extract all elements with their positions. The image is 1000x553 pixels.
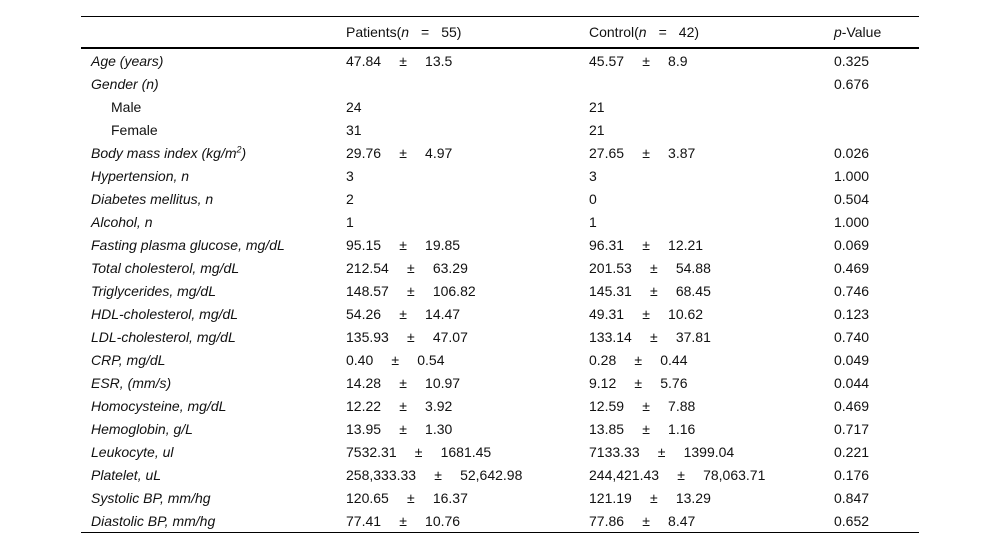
table-row [81,302,919,325]
row-label-text: Homocysteine, mg/dL [91,397,227,414]
control-cell [589,302,834,325]
patients-cell-plusminus: ± [399,305,407,322]
table-row [81,371,919,394]
row-label [81,164,346,187]
control-cell [589,463,834,486]
patients-cell [346,325,589,348]
row-label [81,463,346,486]
table-row [81,394,919,417]
control-cell-mean: 0.28 [589,351,617,368]
control-cell [589,325,834,348]
control-cell-plusminus: ± [649,489,658,506]
table-row [81,95,919,118]
patients-cell-sd: 1681.45 [440,443,492,460]
control-cell-plusminus: ± [642,397,650,414]
patients-cell-plusminus: ± [406,282,415,299]
patients-cell-sd: 16.37 [432,489,468,506]
pvalue-cell: 0.504 [834,190,870,207]
patients-cell [346,210,589,233]
control-cell [589,141,834,164]
patients-cell-plusminus: ± [399,374,407,391]
control-cell-mean: 96.31 [589,236,625,253]
patients-cell [346,95,589,118]
row-label-text: Total cholesterol, mg/dL [91,259,240,276]
header-control-prefix: Control( [589,24,639,40]
control-cell-sd: 1.16 [668,420,696,437]
control-cell-sd: 1399.04 [683,443,735,460]
control-cell-plusminus: ± [642,52,650,69]
patients-cell [346,141,589,164]
table-row [81,72,919,95]
control-cell [589,440,834,463]
row-label [81,279,346,302]
table-body [81,48,919,533]
pvalue-cell: 0.847 [834,489,870,506]
row-label-text: Hypertension, n [91,167,190,184]
control-cell-plusminus: ± [634,374,643,391]
patients-cell-mean: 24 [346,98,362,115]
patients-cell-mean: 95.15 [346,236,382,253]
row-label [81,95,346,118]
pvalue-cell: 0.026 [834,144,870,161]
patients-cell [346,417,589,440]
row-label [81,417,346,440]
patients-cell-plusminus: ± [406,489,415,506]
patients-cell-mean: 29.76 [346,144,382,161]
control-cell-mean: 21 [589,121,605,138]
patients-cell-plusminus: ± [399,236,407,253]
patients-cell [346,371,589,394]
row-label [81,394,346,417]
table-row [81,118,919,141]
control-cell-mean: 145.31 [589,282,632,299]
data-table [81,16,919,533]
control-cell-sd: 12.21 [668,236,704,253]
control-cell [589,118,834,141]
patients-cell-sd: 13.5 [425,52,453,69]
patients-cell-sd: 10.76 [425,512,461,529]
patients-cell-plusminus: ± [414,443,423,460]
control-cell-sd: 10.62 [668,305,704,322]
patients-cell [346,48,589,72]
header-patients-n: n [401,24,410,40]
patients-cell-sd: 47.07 [432,328,468,345]
row-label-tail: ) [241,144,247,161]
control-cell-sd: 78,063.71 [703,466,766,483]
control-cell-sd: 54.88 [675,259,711,276]
patients-cell-mean: 148.57 [346,282,389,299]
header-variable [81,17,346,49]
patients-cell-sd: 52,642.98 [460,466,523,483]
control-cell [589,256,834,279]
header-pvalue-p: p [834,24,842,40]
pvalue-cell: 0.044 [834,374,870,391]
row-label [81,486,346,509]
patients-cell-plusminus: ± [399,144,407,161]
row-label-text: Male [111,98,142,115]
control-cell [589,48,834,72]
row-label [81,440,346,463]
control-cell-plusminus: ± [634,351,643,368]
patients-cell [346,394,589,417]
control-cell-plusminus: ± [649,282,658,299]
control-cell-sd: 8.9 [668,52,688,69]
control-cell [589,394,834,417]
control-cell-plusminus: ± [642,236,650,253]
patients-cell-plusminus: ± [399,52,407,69]
control-cell-mean: 7133.33 [589,443,640,460]
row-label-text: ESR, (mm/s) [91,374,172,391]
control-cell [589,371,834,394]
patients-cell [346,440,589,463]
header-control-n: n [638,24,647,40]
control-cell-sd: 13.29 [675,489,711,506]
patients-cell-sd: 19.85 [425,236,461,253]
patients-cell [346,509,589,533]
pvalue-cell: 0.717 [834,420,870,437]
control-cell [589,72,834,95]
control-cell-mean: 77.86 [589,512,625,529]
control-cell-mean: 133.14 [589,328,632,345]
row-label-text: Diabetes mellitus, n [91,190,214,207]
row-label-text: LDL-cholesterol, mg/dL [91,328,236,345]
table-row [81,187,919,210]
table-row [81,486,919,509]
pvalue-cell: 0.069 [834,236,870,253]
patients-cell-sd: 10.97 [425,374,461,391]
pvalue-cell: 1.000 [834,213,870,230]
table-row [81,48,919,72]
table-row [81,164,919,187]
patients-cell-sd: 106.82 [432,282,476,299]
control-cell-sd: 37.81 [675,328,711,345]
row-label-text: Gender (n) [91,75,159,92]
row-label [81,325,346,348]
control-cell-mean: 27.65 [589,144,625,161]
table-row [81,348,919,371]
pvalue-cell: 1.000 [834,167,870,184]
row-label [81,187,346,210]
control-cell-mean: 1 [589,213,597,230]
control-cell [589,486,834,509]
patients-cell-mean: 7532.31 [346,443,397,460]
table-container [81,16,919,533]
control-cell-mean: 49.31 [589,305,625,322]
pvalue-cell: 0.049 [834,351,870,368]
patients-cell-plusminus: ± [434,466,442,483]
control-cell-sd: 5.76 [660,374,688,391]
patients-cell-mean: 47.84 [346,52,382,69]
row-label [81,48,346,72]
header-pvalue [834,17,919,49]
patients-cell-plusminus: ± [399,397,407,414]
row-label [81,348,346,371]
row-label [81,509,346,533]
table-row [81,325,919,348]
patients-cell-mean: 0.40 [346,351,374,368]
control-cell-mean: 3 [589,167,597,184]
row-label-text: CRP, mg/dL [91,351,166,368]
header-pvalue-rest: -Value [841,24,882,40]
control-cell-mean: 244,421.43 [589,466,660,483]
control-cell-mean: 201.53 [589,259,632,276]
control-cell-mean: 0 [589,190,597,207]
row-label-text: HDL-cholesterol, mg/dL [91,305,239,322]
pvalue-cell: 0.469 [834,259,870,276]
table-row [81,233,919,256]
row-label-text: Diastolic BP, mm/hg [91,512,216,529]
patients-cell-mean: 1 [346,213,354,230]
patients-cell-sd: 63.29 [432,259,468,276]
table-row [81,210,919,233]
row-label-text: Platelet, uL [91,466,162,483]
patients-cell [346,348,589,371]
patients-cell-sd: 1.30 [425,420,453,437]
patients-cell-mean: 3 [346,167,354,184]
row-label-text: Fasting plasma glucose, mg/dL [91,236,285,253]
table-row [81,141,919,164]
row-label [81,371,346,394]
pvalue-cell: 0.325 [834,52,870,69]
row-label [81,302,346,325]
patients-cell [346,302,589,325]
row-label-text: Systolic BP, mm/hg [91,489,211,506]
patients-cell-plusminus: ± [399,420,407,437]
table-row [81,256,919,279]
row-label [81,233,346,256]
row-label-superscript: 2 [236,143,242,154]
row-label-text: Leukocyte, ul [91,443,174,460]
patients-cell-mean: 258,333.33 [346,466,417,483]
control-cell [589,210,834,233]
pvalue-cell: 0.469 [834,397,870,414]
control-cell-mean: 12.59 [589,397,625,414]
table-row [81,463,919,486]
control-cell-plusminus: ± [642,305,650,322]
control-cell-sd: 8.47 [668,512,696,529]
row-label [81,210,346,233]
patients-cell-mean: 77.41 [346,512,382,529]
control-cell [589,417,834,440]
patients-cell-mean: 135.93 [346,328,389,345]
patients-cell [346,256,589,279]
control-cell-plusminus: ± [649,328,658,345]
row-label-text: Female [111,121,158,138]
header-patients [346,17,589,49]
row-label-text: Body mass index (kg/m [91,144,237,161]
row-label [81,118,346,141]
patients-cell [346,72,589,95]
patients-cell [346,463,589,486]
control-cell-plusminus: ± [657,443,666,460]
pvalue-cell [834,95,919,118]
control-cell-plusminus: ± [677,466,685,483]
control-cell [589,509,834,533]
row-label [81,72,346,95]
table-row [81,279,919,302]
control-cell [589,95,834,118]
control-cell [589,348,834,371]
patients-cell-sd: 4.97 [425,144,453,161]
patients-cell [346,233,589,256]
row-label-text: Alcohol, n [91,213,153,230]
row-label [81,256,346,279]
pvalue-cell: 0.123 [834,305,870,322]
header-patients-prefix: Patients( [346,24,402,40]
control-cell-mean: 121.19 [589,489,632,506]
patients-cell-mean: 54.26 [346,305,382,322]
row-label-text: Age (years) [91,52,164,69]
patients-cell [346,118,589,141]
control-cell-plusminus: ± [642,512,650,529]
pvalue-cell: 0.221 [834,443,870,460]
pvalue-cell [834,118,919,141]
row-label-text: Hemoglobin, g/L [91,420,193,437]
pvalue-cell: 0.676 [834,75,870,92]
patients-cell-plusminus: ± [406,259,415,276]
control-cell [589,279,834,302]
table-row [81,509,919,533]
pvalue-cell: 0.746 [834,282,870,299]
patients-cell [346,187,589,210]
patients-cell-mean: 212.54 [346,259,389,276]
row-label-text: Triglycerides, mg/dL [91,282,217,299]
control-cell [589,233,834,256]
pvalue-cell: 0.652 [834,512,870,529]
patients-cell-mean: 2 [346,190,354,207]
table-row [81,440,919,463]
pvalue-cell: 0.740 [834,328,870,345]
table-row [81,417,919,440]
row-label [81,141,346,164]
header-control [589,17,834,49]
pvalue-cell: 0.176 [834,466,870,483]
control-cell-sd: 3.87 [668,144,696,161]
patients-cell-mean: 31 [346,121,362,138]
control-cell-sd: 0.44 [660,351,688,368]
patients-cell-plusminus: ± [391,351,400,368]
header-patients-eq: = [421,24,430,40]
control-cell-mean: 13.85 [589,420,625,437]
control-cell-sd: 7.88 [668,397,696,414]
table-header-row [81,17,919,49]
patients-cell-mean: 14.28 [346,374,382,391]
control-cell-plusminus: ± [649,259,658,276]
control-cell-mean: 21 [589,98,605,115]
patients-cell-sd: 0.54 [417,351,445,368]
patients-cell-sd: 3.92 [425,397,453,414]
patients-cell [346,279,589,302]
control-cell-mean: 9.12 [589,374,617,391]
control-cell-plusminus: ± [642,420,650,437]
patients-cell-plusminus: ± [406,328,415,345]
patients-cell-mean: 12.22 [346,397,382,414]
control-cell-mean: 45.57 [589,52,625,69]
patients-cell-mean: 13.95 [346,420,382,437]
patients-cell [346,164,589,187]
header-patients-value: 55) [441,24,462,40]
control-cell-sd: 68.45 [675,282,711,299]
patients-cell-mean: 120.65 [346,489,389,506]
patients-cell-sd: 14.47 [425,305,461,322]
patients-cell [346,486,589,509]
header-control-eq: = [658,24,667,40]
header-control-value: 42) [678,24,700,40]
control-cell [589,164,834,187]
control-cell-plusminus: ± [642,144,650,161]
patients-cell-plusminus: ± [399,512,407,529]
control-cell [589,187,834,210]
